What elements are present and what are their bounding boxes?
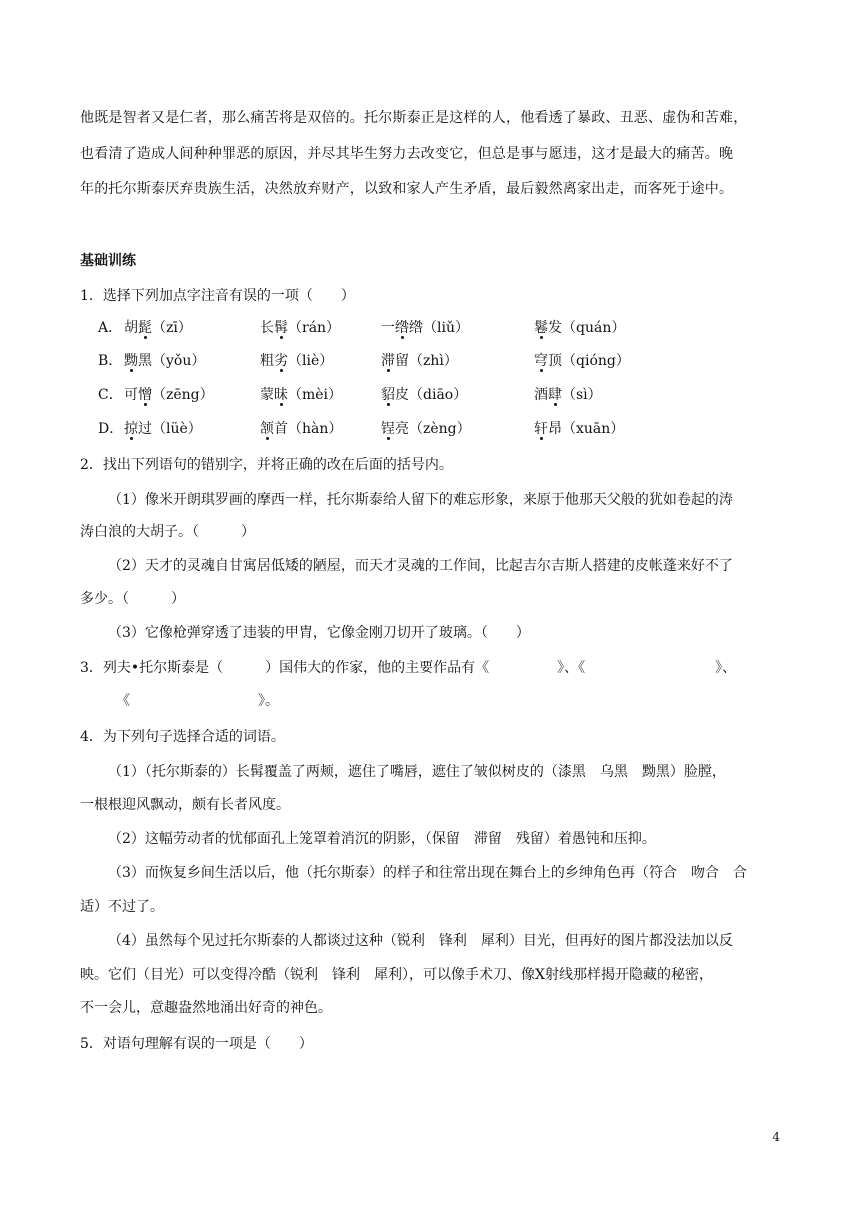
option-label: D． <box>98 421 124 437</box>
q3-text: 》、 <box>715 660 737 676</box>
q2-line: 涛白浪的大胡子。（ ） <box>80 524 255 540</box>
option-label: B． <box>98 353 123 369</box>
q3-text: 3．列夫•托尔斯泰是（ ）国伟大的作家，他的主要作品有《 <box>80 660 490 676</box>
q3-line-1 <box>80 658 736 678</box>
q4-line: 一根根迎风飘动，颇有长者风度。 <box>80 797 290 813</box>
q4-line: 适）不过了。 <box>80 899 164 915</box>
page-number: 4 <box>772 1130 780 1144</box>
q2-stem: 2．找出下列语句的错别字，并将正确的改在后面的括号内。 <box>80 457 453 473</box>
q3-line-2 <box>116 691 279 711</box>
q2-line: 多少。（ ） <box>80 591 185 607</box>
option-item: 长髯（rán） <box>260 320 341 336</box>
q5-stem: 5．对语句理解有误的一项是（ ） <box>80 1036 313 1052</box>
intro-line-3: 年的托尔斯泰厌弃贵族生活，决然放弃财产，以致和家人产生矛盾，最后毅然离家出走，而客死于途中。 <box>80 181 734 197</box>
option-item: 酒肆（sì） <box>534 387 602 403</box>
option-item: 轩昂（xuān） <box>534 421 625 437</box>
option-item: 蒙昧（mèi） <box>260 387 343 403</box>
q4-line: 不一会儿，意趣盎然地涌出好奇的神色。 <box>80 1000 332 1016</box>
q2-line: （3）它像枪弹穿透了违装的甲胄，它像金刚刀切开了玻璃。（ ） <box>108 625 530 641</box>
q4-line: 映。它们（目光）可以变得冷酷（锐利 锋利 犀利），可以像手术刀、像X射线那样揭开隐藏的秘密， <box>80 967 713 983</box>
option-item: 貂皮（diāo） <box>381 387 468 403</box>
option-item: 锃亮（zèng） <box>381 421 471 437</box>
q2-line: （1）像米开朗琪罗画的摩西一样，托尔斯泰给人留下的难忘形象，来原于他那天父般的犹如卷起的涛 <box>108 492 733 508</box>
option-label: C． <box>98 387 123 403</box>
q4-line: （2）这幅劳动者的忧郁面孔上笼罩着消沉的阴影，（保留 滞留 残留）着愚钝和压抑。 <box>108 831 656 847</box>
q3-text: 《 <box>116 693 130 709</box>
option-label: A． <box>98 320 123 336</box>
option-item: 鬈发（quán） <box>534 320 626 336</box>
intro-line-2: 也看清了造成人间种种罪恶的原因，并尽其毕生努力去改变它，但总是事与愿违，这才是最大的痛苦。晚 <box>80 146 734 162</box>
q3-text: 》。 <box>258 693 279 709</box>
q1-stem: 1．选择下列加点字注音有误的一项（ ） <box>80 288 355 304</box>
option-item: 穹顶（qióng） <box>534 353 630 369</box>
option-item: 掠过（lüè） <box>124 421 202 437</box>
q3-text: 》、《 <box>557 660 586 676</box>
q4-line: （3）而恢复乡间生活以后，他（托尔斯泰）的样子和往常出现在舞台上的乡绅角色再（符合 吻合 合 <box>108 865 747 881</box>
option-item: 可憎（zēng） <box>124 387 214 403</box>
section-title: 基础训练 <box>80 253 136 269</box>
q4-line: （4）虽然每个见过托尔斯泰的人都谈过这种（锐利 锋利 犀利）目光，但再好的图片都没法加以反 <box>108 933 733 949</box>
intro-line-1: 他既是智者又是仁者，那么痛苦将是双倍的。托尔斯泰正是这样的人，他看透了暴政、丑恶、虚伪和苦难， <box>80 110 748 126</box>
option-item: 颔首（hàn） <box>260 421 343 437</box>
option-item: 一绺绺（liǔ） <box>381 320 469 336</box>
q2-line: （2）天才的灵魂自甘寓居低矮的陋屋，而天才灵魂的工作间，比起吉尔吉斯人搭建的皮帐蓬来好不了 <box>108 558 733 574</box>
option-item: 粗劣（liè） <box>260 353 334 369</box>
option-item: 滞留（zhì） <box>381 353 458 369</box>
q4-stem: 4．为下列句子选择合适的词语。 <box>80 729 285 745</box>
option-item: 黝黑（yǒu） <box>124 353 206 369</box>
q4-line: （1）（托尔斯泰的）长髯覆盖了两颊，遮住了嘴唇，遮住了皱似树皮的（漆黑 乌黑 黝黑）脸膛， <box>108 764 726 780</box>
option-item: 胡髭（zī） <box>124 320 192 336</box>
